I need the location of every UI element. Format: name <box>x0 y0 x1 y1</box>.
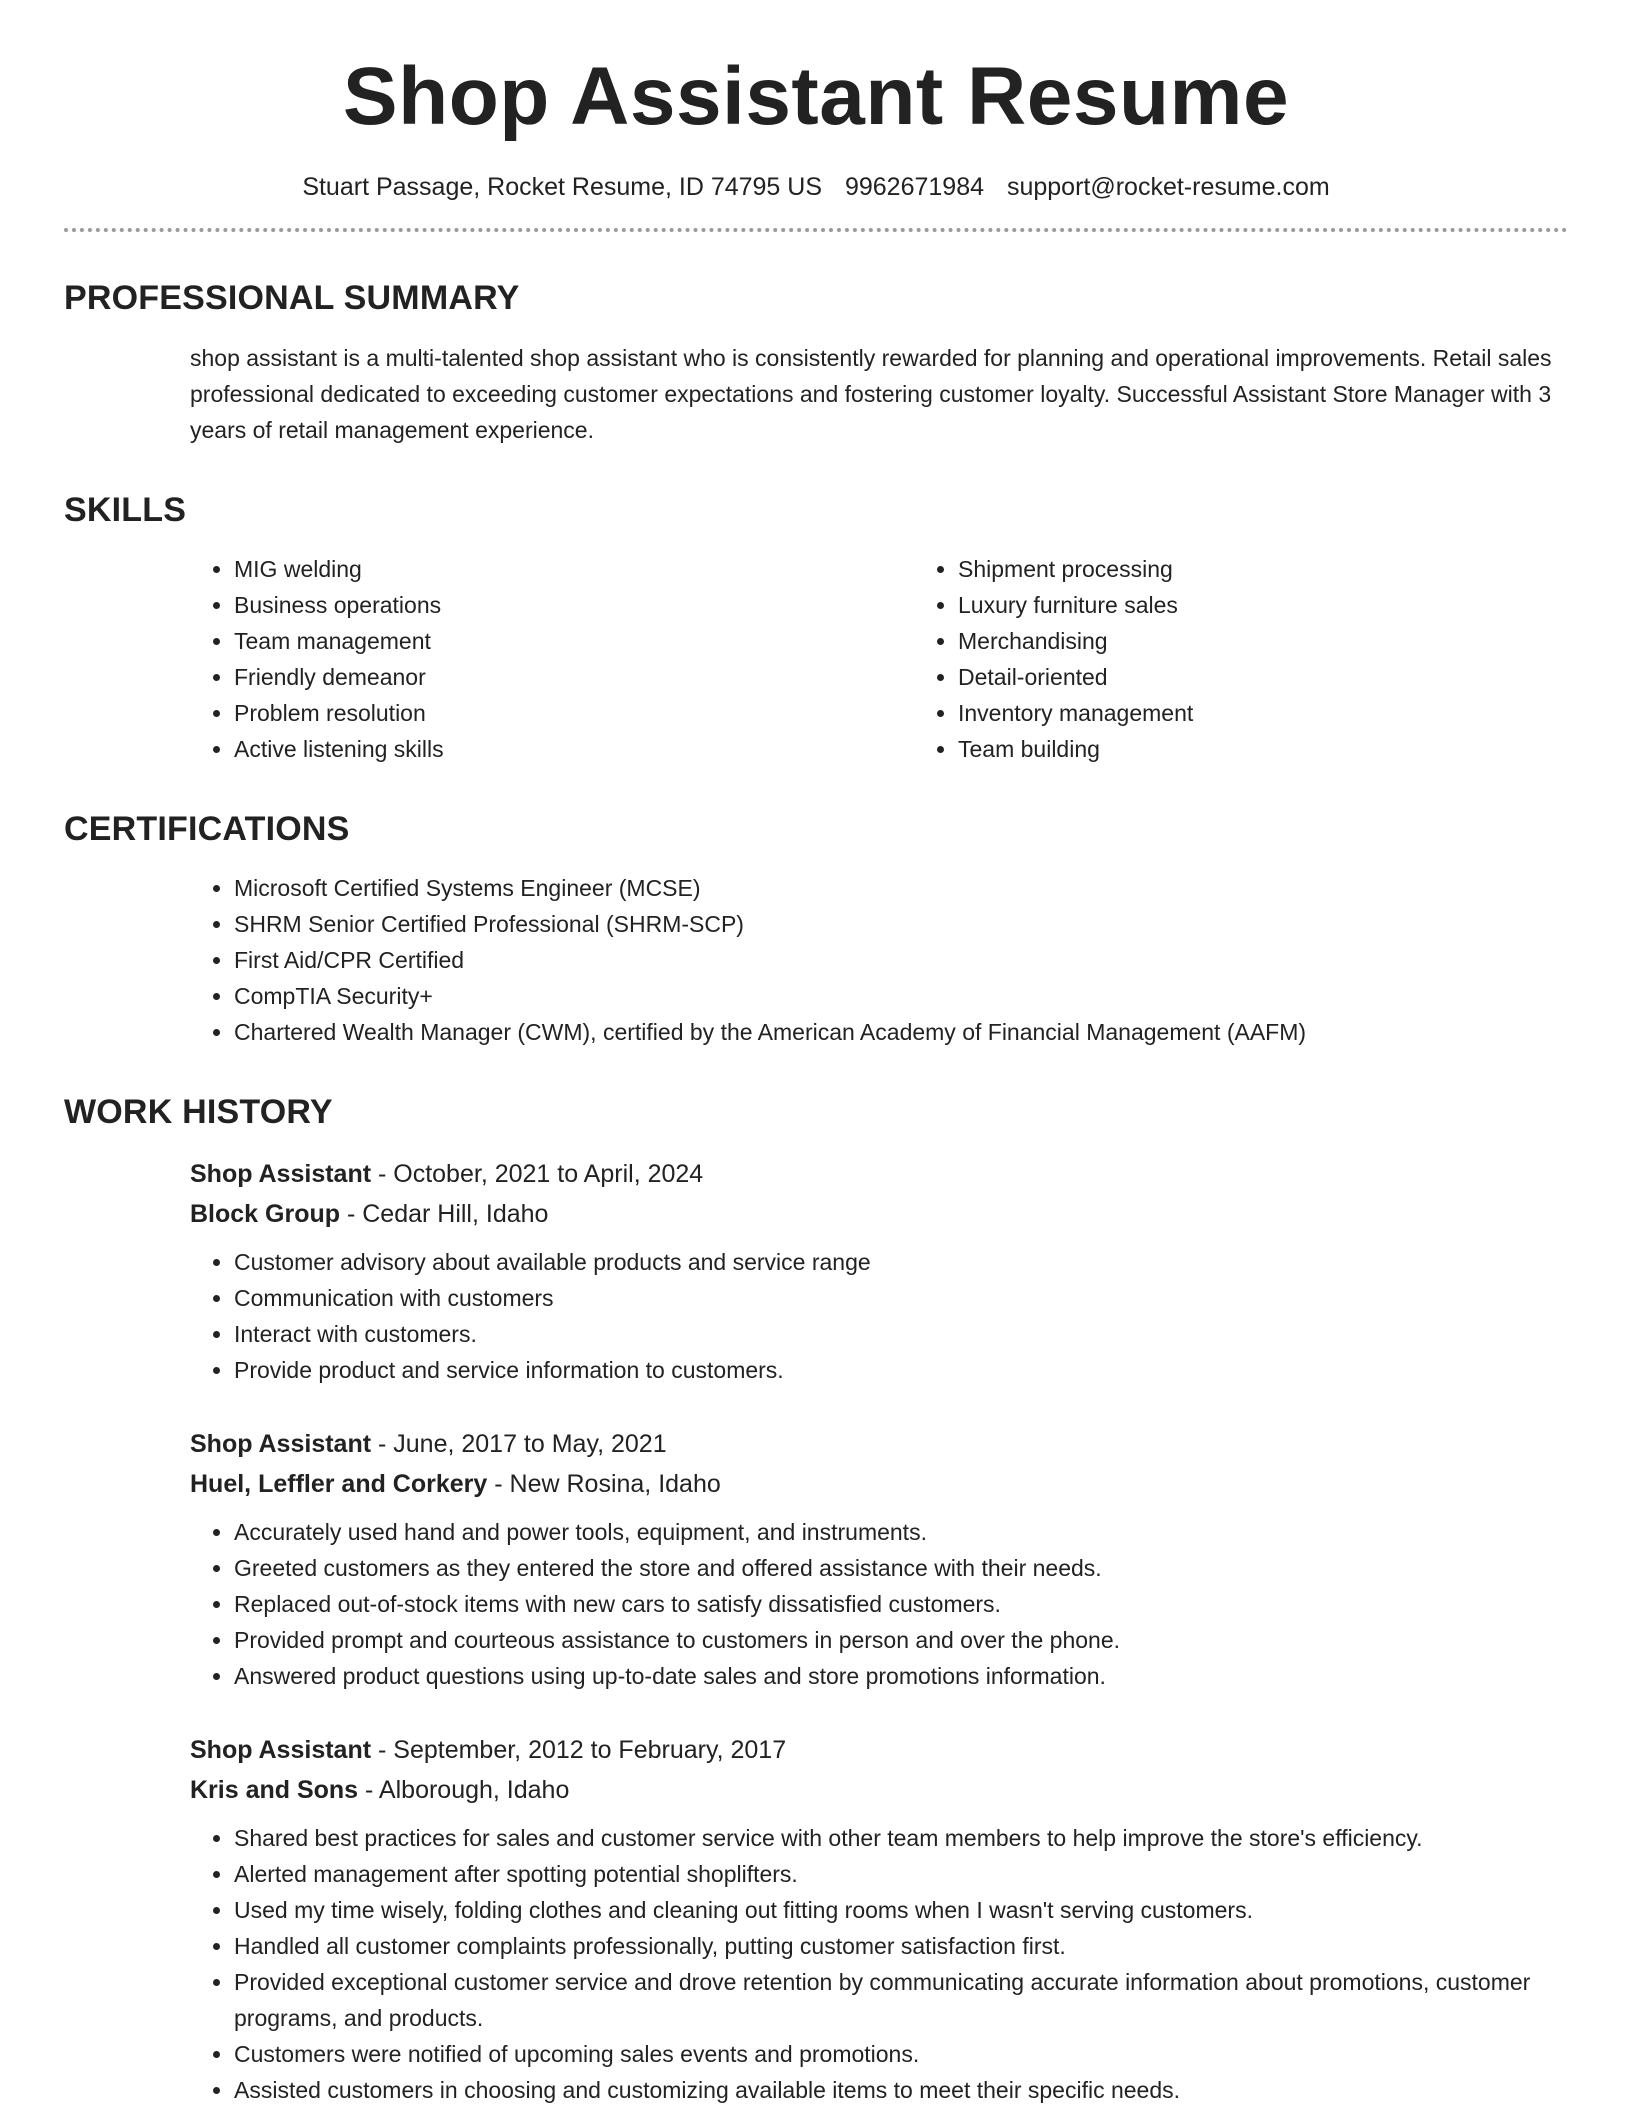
job-duties-list <box>190 1514 1568 1694</box>
skill-item: • Team management <box>234 623 914 659</box>
skills-list-right <box>914 551 1632 767</box>
job-location: - Alborough, Idaho <box>358 1775 570 1804</box>
summary-section <box>64 280 1568 447</box>
job-duty-item: • Alerted management after spotting potential shoplifters. <box>234 1856 1568 1892</box>
job-title-line <box>190 1424 1568 1464</box>
job-title-line <box>190 1730 1568 1770</box>
certifications-body <box>190 870 1568 1050</box>
certifications-heading: CERTIFICATIONS <box>64 809 350 848</box>
job-location: - New Rosina, Idaho <box>487 1469 721 1498</box>
job-role: Shop Assistant <box>190 1735 372 1764</box>
skill-item: • Merchandising <box>958 623 1632 659</box>
resume-title: Shop Assistant Resume <box>342 51 1290 142</box>
job-duty-item: • Assisted customers in choosing and customizing available items to meet their specific needs. <box>234 2072 1568 2108</box>
skill-item: • Friendly demeanor <box>234 659 914 695</box>
job-duty-item: • Provide product and service information to customers. <box>234 1352 1568 1388</box>
job-entry <box>190 1154 1568 1388</box>
skill-item: • Business operations <box>234 587 914 623</box>
skills-body <box>190 551 1568 767</box>
skill-item: • Active listening skills <box>234 731 914 767</box>
job-dates: - September, 2012 to February, 2017 <box>371 1735 787 1764</box>
skill-item: • MIG welding <box>234 551 914 587</box>
job-location: - Cedar Hill, Idaho <box>340 1199 549 1228</box>
certification-item: • SHRM Senior Certified Professional (SHRM-SCP) <box>234 906 1568 942</box>
skill-item: • Inventory management <box>958 695 1632 731</box>
certifications-section <box>64 811 1568 1050</box>
skill-item: • Team building <box>958 731 1632 767</box>
job-duty-item: • Provided exceptional customer service and drove retention by communicating accurate information about promotions, customer programs, and products. <box>234 1964 1568 2036</box>
certification-item: • Microsoft Certified Systems Engineer (MCSE) <box>234 870 1568 906</box>
work-history-body <box>190 1154 1568 2108</box>
summary-text: shop assistant is a multi-talented shop assistant who is consistently rewarded for planning and operational improvements. Retail sales professional dedicated to exceeding customer expectations and fostering customer loyalty. Successful Assistant Store Manager with 3 years of retail management experience. <box>190 344 1552 443</box>
job-role: Shop Assistant <box>190 1429 372 1458</box>
work-history-section <box>64 1094 1568 2107</box>
resume-header <box>64 0 1568 232</box>
skills-list-left <box>190 551 914 767</box>
job-entry <box>190 1424 1568 1694</box>
job-duties-list <box>190 1820 1568 2108</box>
job-duty-item: • Used my time wisely, folding clothes and cleaning out fitting rooms when I wasn't serving customers. <box>234 1892 1568 1928</box>
job-role: Shop Assistant <box>190 1159 372 1188</box>
job-duty-item: • Greeted customers as they entered the store and offered assistance with their needs. <box>234 1550 1568 1586</box>
job-company-line <box>190 1770 1568 1810</box>
contact-address: Stuart Passage, Rocket Resume, ID 74795 US <box>302 173 823 202</box>
contact-email: support@rocket-resume.com <box>1006 173 1330 202</box>
header-divider <box>64 228 1568 232</box>
job-entry <box>190 1730 1568 2108</box>
job-company: Block Group <box>190 1199 341 1228</box>
certifications-list <box>190 870 1568 1050</box>
job-company-line <box>190 1464 1568 1504</box>
job-company-line <box>190 1194 1568 1234</box>
certification-item: • CompTIA Security+ <box>234 978 1568 1014</box>
contact-line <box>64 172 1568 202</box>
job-duty-item: • Customers were notified of upcoming sales events and promotions. <box>234 2036 1568 2072</box>
job-duty-item: • Customer advisory about available products and service range <box>234 1244 1568 1280</box>
job-duty-item: • Interact with customers. <box>234 1316 1568 1352</box>
work-history-heading: WORK HISTORY <box>64 1093 333 1132</box>
job-duty-item: • Shared best practices for sales and customer service with other team members to help improve the store's efficiency. <box>234 1820 1568 1856</box>
job-company: Kris and Sons <box>190 1775 359 1804</box>
job-company: Huel, Leffler and Corkery <box>190 1469 488 1498</box>
job-duties-list <box>190 1244 1568 1388</box>
certification-item: • First Aid/CPR Certified <box>234 942 1568 978</box>
job-duty-item: • Accurately used hand and power tools, equipment, and instruments. <box>234 1514 1568 1550</box>
certification-item: • Chartered Wealth Manager (CWM), certified by the American Academy of Financial Management (AAFM) <box>234 1014 1568 1050</box>
job-dates: - October, 2021 to April, 2024 <box>371 1159 704 1188</box>
job-duty-item: • Replaced out-of-stock items with new cars to satisfy dissatisfied customers. <box>234 1586 1568 1622</box>
summary-body <box>190 340 1568 448</box>
job-duty-item: • Handled all customer complaints professionally, putting customer satisfaction first. <box>234 1928 1568 1964</box>
skill-item: • Problem resolution <box>234 695 914 731</box>
job-duty-item: • Provided prompt and courteous assistance to customers in person and over the phone. <box>234 1622 1568 1658</box>
skills-heading: SKILLS <box>64 490 187 529</box>
summary-heading: PROFESSIONAL SUMMARY <box>64 279 520 318</box>
job-dates: - June, 2017 to May, 2021 <box>371 1429 667 1458</box>
skill-item: • Detail-oriented <box>958 659 1632 695</box>
skill-item: • Luxury furniture sales <box>958 587 1632 623</box>
contact-phone: 9962671984 <box>844 173 985 202</box>
skills-section <box>64 492 1568 767</box>
job-duty-item: • Answered product questions using up-to-date sales and store promotions information. <box>234 1658 1568 1694</box>
job-duty-item: • Communication with customers <box>234 1280 1568 1316</box>
job-title-line <box>190 1154 1568 1194</box>
skill-item: • Shipment processing <box>958 551 1632 587</box>
